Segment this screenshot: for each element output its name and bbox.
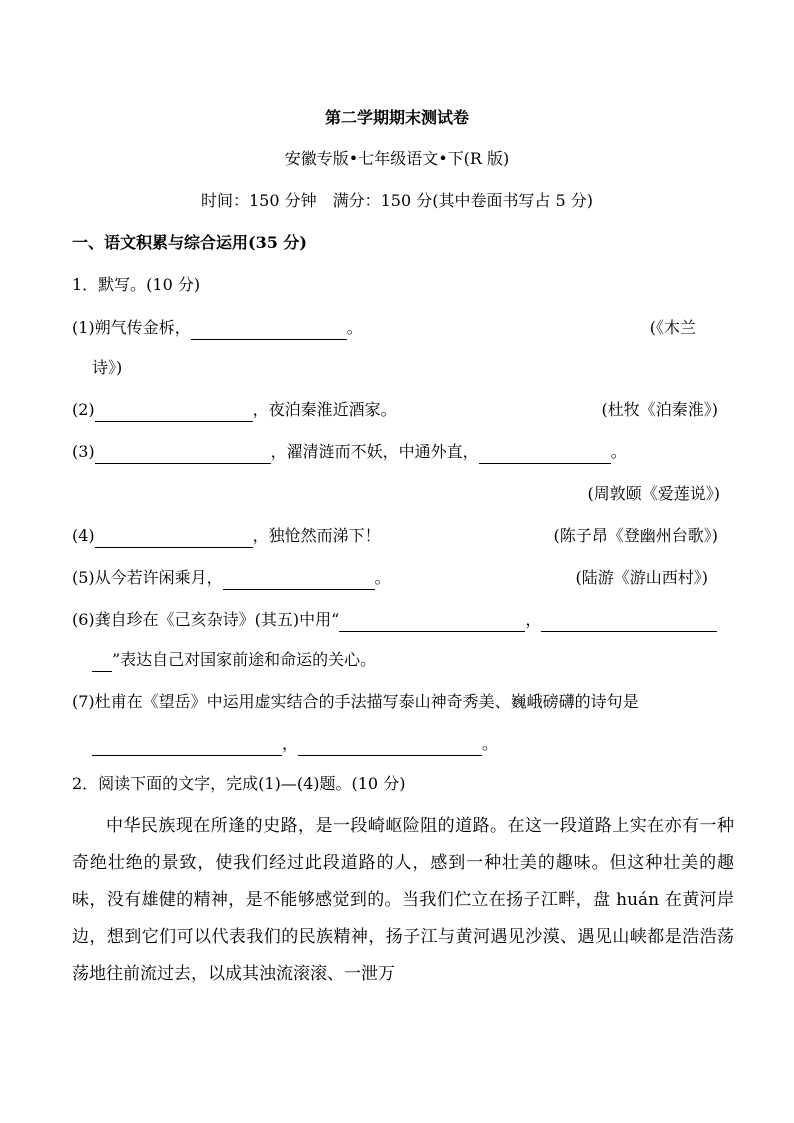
q1-item-1: (1)朔气传金柝， 。 (《木兰 — [72, 316, 732, 340]
answer-blank[interactable] — [95, 403, 253, 422]
q1-item-5-source: (陆游《游山西村》) — [575, 568, 708, 587]
section-heading: 一、语文积累与综合运用(35 分) — [72, 233, 307, 252]
q1-item-7-answers: ， 。 — [92, 732, 752, 756]
answer-blank[interactable] — [298, 737, 482, 756]
q1-item-3: (3) ，濯清涟而不妖，中通外直， 。 — [72, 440, 732, 464]
answer-blank[interactable] — [92, 737, 282, 756]
exam-title: 第二学期期末测试卷 — [324, 108, 469, 127]
q1-item-1-source: (《木兰 — [649, 318, 696, 337]
reading-passage: 中华民族现在所逢的史路，是一段崎岖险阻的道路。在这一段道路上实在亦有一种奇绝壮绝的景致，使我们经过此段道路的人，感到一种壮美的趣味。但这种壮美的趣味，没有雄健的精神，是不能够感觉到的。当我们伫立在扬子江畔，盘 huán 在黄河岸边，想到它们可以代表我们的民族精神，扬子江与黄河遇见沙漠、遇见山峡都是浩浩荡荡地往前流过去，以成其浊流滚滚、一泄万 — [72, 816, 734, 984]
q1-item-2: (2) ，夜泊秦淮近酒家。 (杜牧《泊秦淮》) — [72, 398, 732, 422]
question-2-label: 2．阅读下面的文字，完成(1)—(4)题。(10 分) — [72, 774, 406, 793]
answer-blank[interactable] — [223, 571, 375, 590]
exam-subtitle: 安徽专版•七年级语文•下(R 版) — [284, 149, 510, 168]
answer-blank[interactable] — [95, 445, 271, 464]
q1-item-1-source-cont: 诗》) — [92, 358, 123, 377]
q1-item-6: (6)龚自珍在《己亥杂诗》(其五)中用“ ， — [72, 608, 732, 632]
q1-item-7: (7)杜甫在《望岳》中运用虚实结合的手法描写泰山神奇秀美、巍峨磅礴的诗句是 — [72, 692, 639, 711]
q1-item-6-cont: ”表达自己对国家前途和命运的关心。 — [92, 648, 752, 672]
answer-blank[interactable] — [339, 613, 525, 632]
q1-item-4: (4) ，独怆然而涕下！ (陈子昂《登幽州台歌》) — [72, 524, 732, 548]
q1-item-5: (5)从今若许闲乘月， 。 (陆游《游山西村》) — [72, 566, 732, 590]
answer-blank[interactable] — [92, 653, 112, 672]
q1-item-4-source: (陈子昂《登幽州台歌》) — [553, 526, 718, 545]
q1-item-2-source: (杜牧《泊秦淮》) — [601, 400, 718, 419]
answer-blank[interactable] — [541, 613, 717, 632]
answer-blank[interactable] — [479, 445, 611, 464]
q1-item-3-source: (周敦颐《爱莲说》) — [587, 484, 720, 503]
question-1-label: 1．默写。(10 分) — [72, 275, 201, 294]
answer-blank[interactable] — [95, 529, 253, 548]
exam-meta: 时间：150 分钟 满分：150 分(其中卷面书写占 5 分) — [200, 191, 594, 210]
answer-blank[interactable] — [191, 321, 347, 340]
